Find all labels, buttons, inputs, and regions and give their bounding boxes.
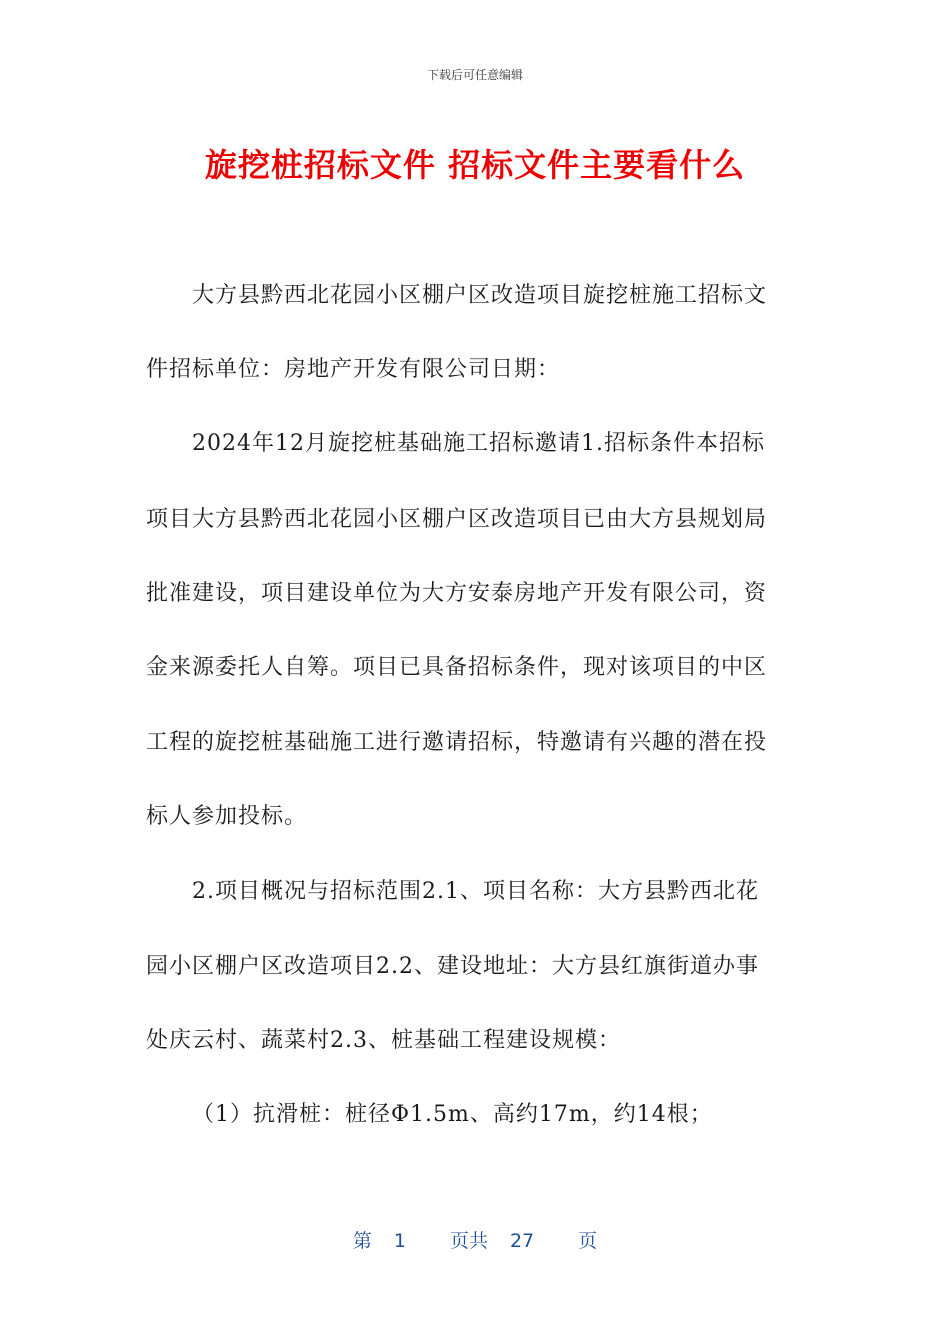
document-title: 旋挖桩招标文件 招标文件主要看什么	[204, 146, 746, 184]
body-line: 件招标单位：房地产开发有限公司日期：	[146, 357, 561, 382]
footer-total-pages: 27	[509, 1230, 535, 1252]
body-line: 处庆云村、蔬菜村2.3、桩基础工程建设规模：	[146, 1028, 621, 1053]
body-line: 批准建设，项目建设单位为大方安泰房地产开发有限公司，资	[146, 581, 768, 606]
body-line: 金来源委托人自筹。项目已具备招标条件，现对该项目的中区	[146, 655, 768, 680]
body-line: 2.项目概况与招标范围2.1、项目名称：大方县黔西北花	[192, 879, 759, 904]
body-line: 大方县黔西北花园小区棚户区改造项目旋挖桩施工招标文	[192, 283, 768, 308]
footer-mid: 页共	[449, 1230, 488, 1252]
body-line: 园小区棚户区改造项目2.2、建设地址：大方县红旗街道办事	[146, 954, 759, 979]
body-line: 项目大方县黔西北花园小区棚户区改造项目已由大方县规划局	[146, 507, 768, 532]
footer-page-number: 1	[393, 1230, 406, 1252]
header-note: 下载后可任意编辑	[426, 68, 523, 82]
page-footer	[0, 1226, 950, 1253]
footer-prefix: 第	[352, 1230, 372, 1252]
footer-suffix: 页	[578, 1230, 598, 1252]
body-line: （1）抗滑桩：桩径Φ1.5m、高约17m，约14根；	[192, 1102, 713, 1127]
body-line: 标人参加投标。	[146, 804, 308, 829]
body-line: 工程的旋挖桩基础施工进行邀请招标，特邀请有兴趣的潜在投	[146, 730, 768, 755]
body-line: 2024年12月旋挖桩基础施工招标邀请1.招标条件本招标	[192, 431, 765, 456]
